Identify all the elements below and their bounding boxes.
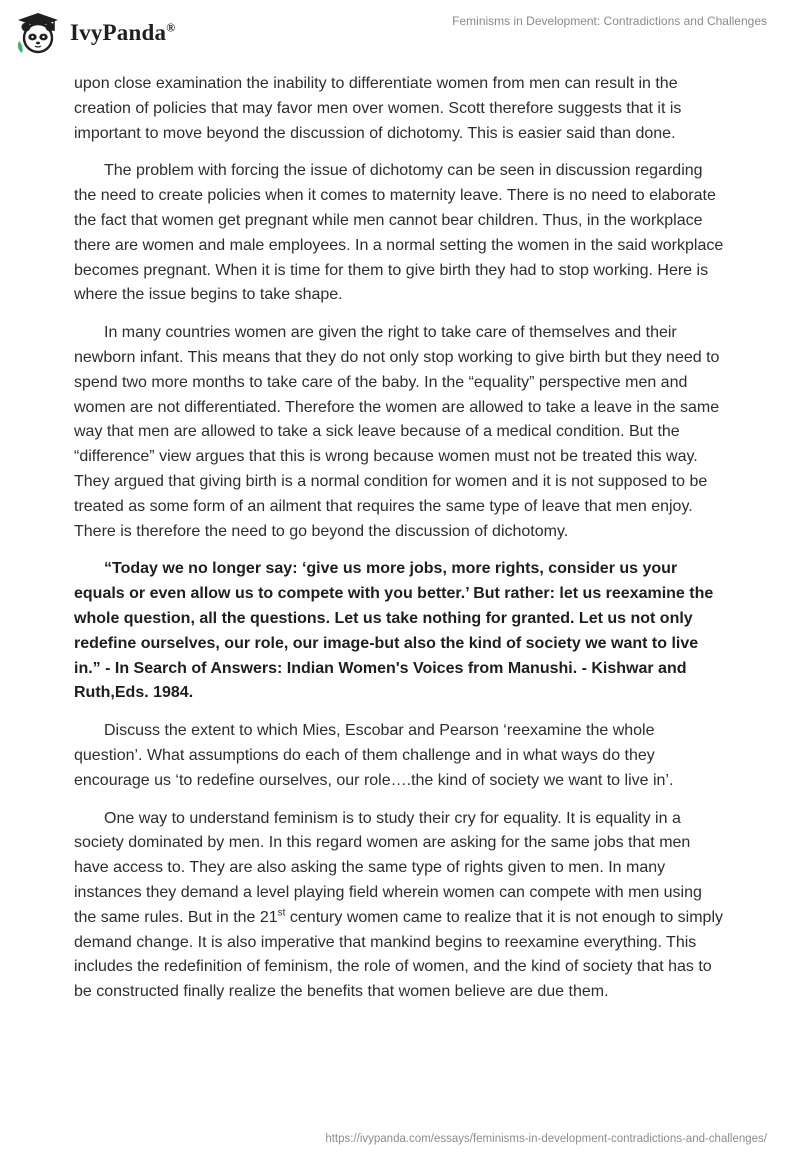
essay-body: [74, 72, 726, 1018]
document-title: Feminisms in Development: Contradictions and Challenges: [452, 14, 767, 28]
paragraph: [74, 807, 726, 1005]
block-quote: “Today we no longer say: ‘give us more jobs, more rights, consider us your equals or even allow us to compete with you better.’ But rather: let us reexamine the whole question, all the questions. Let us take nothing for granted. Let us not only redefine ourselves, our role, our image-but also the kind of society we want to live in.” - In Search of Answers: Indian Women's Voices from Manushi. - Kishwar and Ruth,Eds. 1984.: [74, 560, 714, 702]
paragraph-text: century women came to realize that it is not enough to simply demand change. It is also imperative that mankind begins to reexamine everything. This includes the redefinition of feminism, the role of women, and the kind of society that has to be constructed finally realize the benefits that women believe are due them.: [74, 908, 723, 1001]
brand-name: IvyPanda®: [70, 20, 176, 45]
paragraph: upon close examination the inability to differentiate women from men can result in the creation of policies that may favor men over women. Scott therefore suggests that it is important to move beyond the discussion of dichotomy. This is easier said than done.: [74, 75, 682, 142]
ivypanda-logo[interactable]: [14, 8, 175, 58]
ordinal-suffix: st: [277, 907, 286, 919]
paragraph: The problem with forcing the issue of dichotomy can be seen in discussion regarding the need to create policies when it comes to maternity leave. There is no need to elaborate the fact that women get pregnant while men cannot bear children. Thus, in the workplace there are women and male employees. In a normal setting the women in the said workplace becomes pregnant. When it is time for them to give birth they had to stop working. Here is where the issue begins to take shape.: [74, 162, 724, 304]
page-header: [0, 0, 800, 66]
paragraph: In many countries women are given the right to take care of themselves and their newborn infant. This means that they do not only stop working to give birth but they need to spend two more months to take care of the baby. In the “equality” perspective men and women are not differentiated. Therefore the women are allowed to take a leave in the same way that men are allowed to take a sick leave because of a medical condition. But the “difference” view argues that this is wrong because women must not be treated this way. They argued that giving birth is a normal condition for women and it is not supposed to be treated as some form of an ailment that requires the same type of leave that men enjoy. There is therefore the need to go beyond the discussion of dichotomy.: [74, 324, 720, 540]
source-url[interactable]: https://ivypanda.com/essays/feminisms-in-development-contradictions-and-challenges/: [325, 1133, 767, 1145]
registered-mark: ®: [166, 20, 176, 35]
paragraph-text: One way to understand feminism is to study their cry for equality. It is equality in a society dominated by men. In this regard women are asking for the same jobs that men have access to. They are also asking the same type of rights given to men. In many instances they demand a level playing field wherein women can compete with men using the same rules. But in the 21: [74, 809, 702, 926]
paragraph: Discuss the extent to which Mies, Escobar and Pearson ‘reexamine the whole question’. What assumptions do each of them challenge and in what ways do they encourage us ‘to redefine ourselves, our role….the kind of society we want to live in’.: [74, 722, 674, 789]
panda-graduate-icon: [14, 11, 62, 55]
